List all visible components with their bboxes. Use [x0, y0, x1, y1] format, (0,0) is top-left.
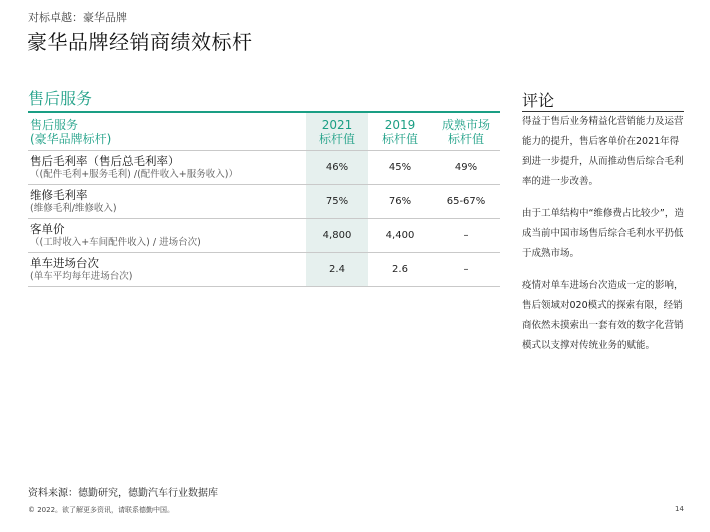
page-eyebrow: 对标卓越：豪华品牌 — [28, 11, 127, 24]
commentary-paragraph: 得益于售后业务精益化营销能力及运营能力的提升，售后客单价在2021年得到进一步提升，从而推动售后综合毛利率的进一步改善。 — [522, 116, 684, 187]
value-mature-market: – — [432, 253, 500, 287]
header-2021-label: 标杆值 — [318, 131, 355, 146]
commentary-paragraph: 由于工单结构中“维修费占比较少”，造成当前中国市场售后综合毛利水平扔低于成熟市场。 — [522, 208, 684, 259]
metric-cell — [28, 151, 306, 185]
header-2019 — [368, 113, 432, 151]
metric-cell — [28, 253, 306, 287]
footer-copyright: © 2022。欲了解更多资讯，请联系德勤中国。 — [28, 506, 175, 514]
value-2019: 4,400 — [368, 219, 432, 253]
commentary-title: 评论 — [522, 91, 555, 110]
section-title: 售后服务 — [28, 89, 93, 108]
table-row — [28, 185, 500, 219]
metric-cell — [28, 185, 306, 219]
benchmark-table — [28, 113, 500, 287]
page-number: 14 — [675, 505, 684, 513]
table-row — [28, 219, 500, 253]
metric-name: 单车进场台次 — [30, 256, 99, 270]
header-metric-line1: 售后服务 — [30, 117, 79, 132]
source-note: 资料来源：德勤研究，德勤汽车行业数据库 — [28, 488, 218, 499]
metric-formula: （(配件毛利+服务毛利) /(配件收入+服务收入)） — [30, 169, 238, 180]
table-row — [28, 151, 500, 185]
header-2019-year: 2019 — [384, 117, 416, 132]
value-2019: 2.6 — [368, 253, 432, 287]
value-2019: 45% — [368, 151, 432, 185]
value-mature-market: – — [432, 219, 500, 253]
header-metric — [28, 113, 306, 151]
value-2019: 76% — [368, 185, 432, 219]
value-mature-market: 49% — [432, 151, 500, 185]
table-row — [28, 253, 500, 287]
value-2021: 4,800 — [306, 219, 368, 253]
table-header-row — [28, 113, 500, 151]
metric-name: 售后毛利率（售后总毛利率） — [30, 154, 180, 168]
metric-formula: (维修毛利/维修收入) — [30, 203, 117, 214]
value-2021: 2.4 — [306, 253, 368, 287]
metric-name: 客单价 — [30, 222, 65, 236]
value-2021: 46% — [306, 151, 368, 185]
value-mature-market: 65-67% — [432, 185, 500, 219]
header-metric-line2: (豪华品牌标杆) — [30, 131, 112, 146]
metric-formula: （(工时收入+车间配件收入) / 进场台次) — [30, 237, 201, 248]
header-2021 — [306, 113, 368, 151]
header-mature-market — [432, 113, 500, 151]
header-mature-line1: 成熟市场 — [441, 117, 490, 132]
commentary-body — [522, 112, 685, 368]
header-2021-year: 2021 — [321, 117, 353, 132]
header-mature-line2: 标杆值 — [447, 131, 484, 146]
value-2021: 75% — [306, 185, 368, 219]
header-2019-label: 标杆值 — [381, 131, 418, 146]
metric-cell — [28, 219, 306, 253]
metric-formula: (单车平均每年进场台次) — [30, 271, 133, 282]
commentary-paragraph: 疫情对单车进场台次造成一定的影响，售后领域对020模式的探索有限，经销商依然未摸索出一套有效的数字化营销模式以支撑对传统业务的赋能。 — [522, 280, 684, 351]
page-title: 豪华品牌经销商绩效标杆 — [27, 30, 253, 54]
metric-name: 维修毛利率 — [30, 188, 88, 202]
